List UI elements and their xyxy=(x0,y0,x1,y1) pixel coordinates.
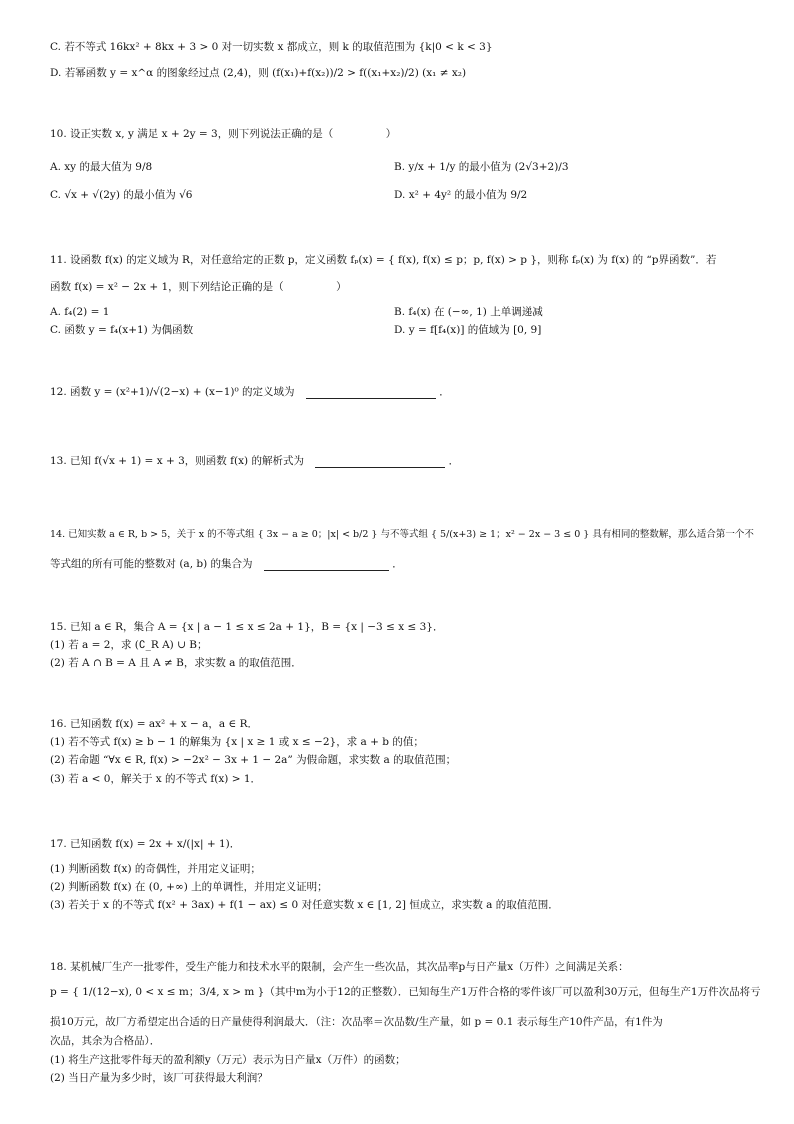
q12-stem xyxy=(50,385,450,399)
q10-option-b: B. y/x + 1/y 的最小值为 (2√3+2)/3 xyxy=(394,161,569,173)
q14-answer-blank[interactable] xyxy=(264,559,389,571)
q18-part2: (2) 当日产量为多少时，该厂可获得最大利润？ xyxy=(50,1072,268,1084)
q18-line1: 18. 某机械厂生产一批零件，受生产能力和技术水平的限制，会产生一些次品，其次品率p与日产量x（万件）之间满足关系： xyxy=(50,961,629,973)
q16-part3: (3) 若 a < 0，解关于 x 的不等式 f(x) > 1． xyxy=(50,773,262,785)
q11-stem-line1: 11. 设函数 f(x) 的定义域为 R，对任意给定的正数 p，定义函数 fₚ(x) = { f(x), f(x) ≤ p；p, f(x) > p }，则称 fₚ(x) 为 f(x) 的 “p界函数”．若 xyxy=(50,254,717,266)
q14-stem-line2 xyxy=(50,557,403,571)
q16-part1: (1) 若不等式 f(x) ≥ b − 1 的解集为 {x | x ≥ 1 或 x ≤ −2}，求 a + b 的值； xyxy=(50,736,424,748)
q11-stem-line2: 函数 f(x) = x² − 2x + 1，则下列结论正确的是（ ） xyxy=(50,281,347,293)
q9-option-c: C. 若不等式 16kx² + 8kx + 3 > 0 对一切实数 x 都成立，则 k 的取值范围为 {k|0 < k < 3} xyxy=(50,41,493,53)
q17-stem: 17. 已知函数 f(x) = 2x + x/(|x| + 1)． xyxy=(50,838,241,850)
q18-line3: 损10万元，故厂方希望定出合适的日产量使得利润最大．（注：次品率＝次品数/生产量，如 p = 0.1 表示每生产10件产品，有1件为 xyxy=(50,1016,663,1028)
q14-text: 等式组的所有可能的整数对 (a, b) 的集合为 xyxy=(50,558,253,570)
q17-part1: (1) 判断函数 f(x) 的奇偶性，并用定义证明； xyxy=(50,863,261,875)
q13-answer-blank[interactable] xyxy=(315,456,445,468)
q18-line2: p = { 1/(12−x), 0 < x ≤ m；3/4, x > m }（其中m为小于12的正整数）．已知每生产1万件合格的零件该厂可以盈利30万元，但每生产1万件次品将亏 xyxy=(50,986,761,998)
q12-answer-blank[interactable] xyxy=(306,387,436,399)
q12-end: ． xyxy=(439,386,450,398)
q10-option-a: A. xy 的最大值为 9/8 xyxy=(50,161,153,173)
q11-option-b: B. f₄(x) 在 (−∞, 1) 上单调递减 xyxy=(394,306,543,318)
q10-stem: 10. 设正实数 x, y 满足 x + 2y = 3，则下列说法正确的是（ ） xyxy=(50,128,397,140)
q13-end: ． xyxy=(448,455,460,467)
q15-stem: 15. 已知 a ∈ R，集合 A = {x | a − 1 ≤ x ≤ 2a + 1}，B = {x | −3 ≤ x ≤ 3}． xyxy=(50,621,444,633)
q14-end: ． xyxy=(392,558,403,570)
q16-stem: 16. 已知函数 f(x) = ax² + x − a，a ∈ R． xyxy=(50,718,258,730)
q10-option-c: C. √x + √(2y) 的最小值为 √6 xyxy=(50,189,193,201)
q11-option-a: A. f₄(2) = 1 xyxy=(50,306,110,318)
q14-stem-line1: 14. 已知实数 a ∈ R, b > 5，关于 x 的不等式组 { 3x − a ≥ 0；|x| < b/2 } 与不等式组 { 5/(x+3) ≥ 1；x² − 2x − 3 ≤ 0 } 具有相同的整数解，那么适合第一个不 xyxy=(50,529,754,540)
q15-part2: (2) 若 A ∩ B = A 且 A ≠ B，求实数 a 的取值范围． xyxy=(50,657,302,669)
q18-line4: 次品，其余为合格品）． xyxy=(50,1035,161,1047)
q9-option-d: D. 若幂函数 y = x^α 的图象经过点 (2,4)，则 (f(x₁)+f(x₂))/2 > f((x₁+x₂)/2) (x₁ ≠ x₂) xyxy=(50,67,467,79)
q12-text: 12. 函数 y = (x²+1)/√(2−x) + (x−1)⁰ 的定义域为 xyxy=(50,386,295,398)
q18-part1: (1) 将生产这批零件每天的盈利额y（万元）表示为日产量x（万件）的函数； xyxy=(50,1054,406,1066)
q15-part1: (1) 若 a = 2，求 (∁_R A) ∪ B； xyxy=(50,639,208,651)
q11-option-d: D. y = f[f₄(x)] 的值域为 [0, 9] xyxy=(394,324,542,336)
q10-option-d: D. x² + 4y² 的最小值为 9/2 xyxy=(394,189,528,201)
q17-part3: (3) 若关于 x 的不等式 f(x² + 3ax) + f(1 − ax) ≤ 0 对任意实数 x ∈ [1, 2] 恒成立，求实数 a 的取值范围． xyxy=(50,899,559,911)
q17-part2: (2) 判断函数 f(x) 在 (0, +∞) 上的单调性，并用定义证明； xyxy=(50,881,328,893)
q13-text: 13. 已知 f(√x + 1) = x + 3，则函数 f(x) 的解析式为 xyxy=(50,455,304,467)
q11-option-c: C. 函数 y = f₄(x+1) 为偶函数 xyxy=(50,324,194,336)
q16-part2: (2) 若命题 “∀x ∈ R, f(x) > −2x² − 3x + 1 − 2a” 为假命题，求实数 a 的取值范围； xyxy=(50,754,457,766)
q13-stem xyxy=(50,454,459,468)
